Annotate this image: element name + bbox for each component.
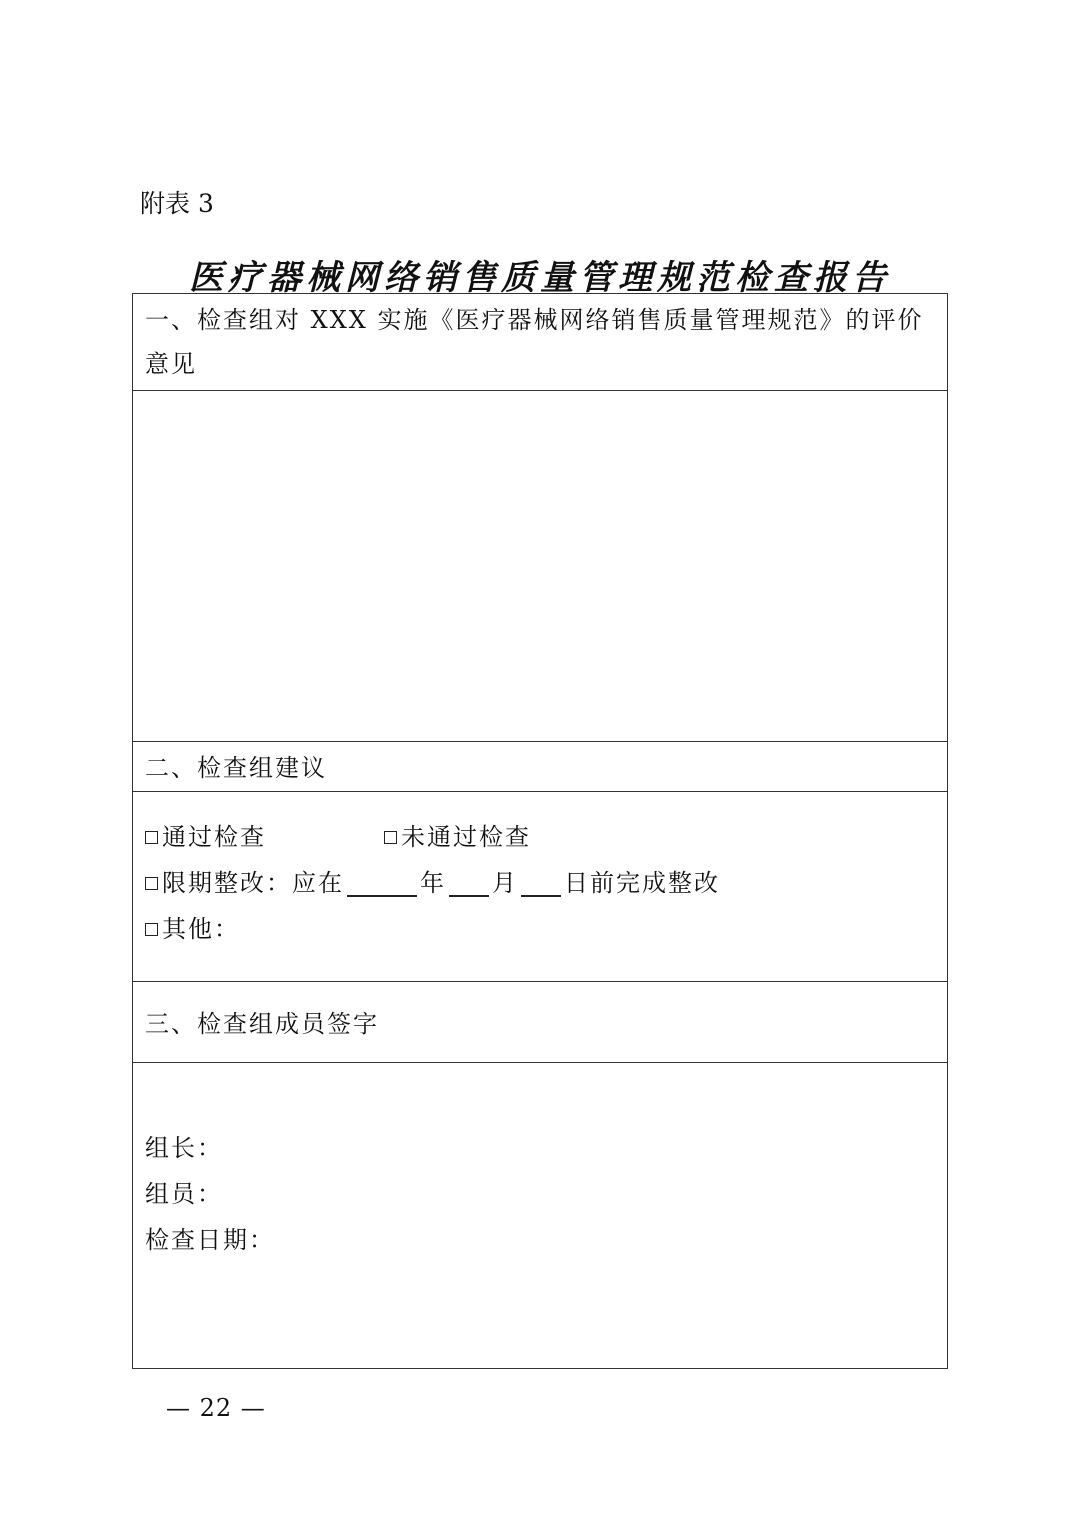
pass-fail-line <box>145 814 935 860</box>
annex-label: 附表 3 <box>140 189 214 218</box>
section3-signatures <box>133 1063 948 1369</box>
pass-label: 通过检查 <box>162 823 266 851</box>
fail-label: 未通过检查 <box>401 823 531 851</box>
other-checkbox[interactable] <box>145 923 158 936</box>
member-line: 组员： <box>145 1180 223 1208</box>
section2-header-row <box>133 742 948 792</box>
leader-line: 组长： <box>145 1134 223 1162</box>
page-number: — 22 — <box>166 1394 266 1422</box>
pass-checkbox[interactable] <box>145 831 158 844</box>
section1-body-row <box>133 391 948 742</box>
fail-checkbox[interactable] <box>384 831 397 844</box>
month-blank[interactable] <box>449 867 489 897</box>
section3-header-row <box>133 982 948 1063</box>
other-line <box>145 906 935 952</box>
rectify-line <box>145 860 935 906</box>
day-suffix: 日前完成整改 <box>564 869 720 897</box>
section3-body-row <box>133 1063 948 1369</box>
section2-heading: 二、检查组建议 <box>133 742 948 792</box>
inspection-report-table <box>132 293 948 1369</box>
rectify-checkbox[interactable] <box>145 877 158 890</box>
year-blank[interactable] <box>347 867 417 897</box>
other-label: 其他： <box>162 915 240 943</box>
section2-options <box>133 792 948 982</box>
month-label: 月 <box>492 869 518 897</box>
document-title: 医疗器械网络销售质量管理规范检查报告 <box>189 258 891 298</box>
section3-heading: 三、检查组成员签字 <box>133 982 948 1063</box>
section2-body-row <box>133 792 948 982</box>
day-blank[interactable] <box>521 867 561 897</box>
section1-header-row <box>133 294 948 391</box>
section1-opinion-area <box>133 391 948 742</box>
year-label: 年 <box>420 869 446 897</box>
rectify-prefix: 限期整改：应在 <box>162 869 344 897</box>
date-line: 检查日期： <box>145 1226 275 1254</box>
section1-heading: 一、检查组对 XXX 实施《医疗器械网络销售质量管理规范》的评价意见 <box>133 294 948 391</box>
